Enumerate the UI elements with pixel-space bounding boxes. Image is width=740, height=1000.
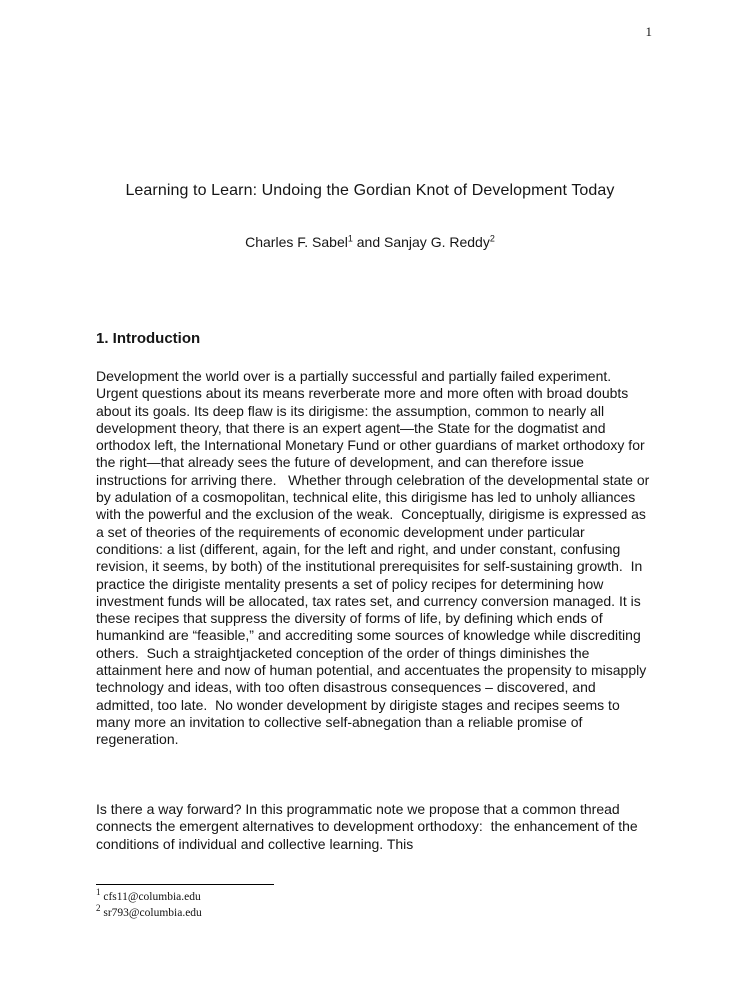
footnote-1-text: cfs11@columbia.edu [100, 891, 201, 903]
paper-title: Learning to Learn: Undoing the Gordian Knot of Development Today [125, 182, 615, 199]
intro-paragraph-2: Is there a way forward? In this programmatic note we propose that a common thread connects the emergent alternatives to development orthodoxy: the enhancement of the conditions of individual and collective learning. This [96, 801, 642, 852]
footnotes [96, 889, 202, 921]
authors-line [0, 234, 740, 250]
footnote-2 [96, 905, 202, 921]
footnote-2-marker: 2 [96, 903, 101, 914]
authors-separator: and [352, 234, 384, 250]
author-2-footnote-marker: 2 [489, 233, 495, 244]
section-heading-introduction: 1. Introduction [96, 330, 201, 347]
author-1-name: Charles F. Sabel [245, 234, 348, 250]
intro-paragraph-1: Development the world over is a partially successful and partially failed experiment. Urgent questions about its means reverberate more and more often with broad doubts about its goals. Its deep flaw is its dirigisme: the assumption, common to nearly all development theory, that there is an expert agent—the State for the dogmatist and orthodox left, the International Monetary Fund or other guardians of market orthodoxy for the right—that already sees the future of development, and can therefore issue instructions for arriving there. Whether through celebration of the developmental state or by adulation of a cosmopolitan, technical elite, this dirigisme has led to unholy alliances with the powerful and the exclusion of the weak. Conceptually, dirigisme is expressed as a set of theories of the requirements of economic development under particular conditions: a list (different, again, for the left and right, and under constant, confusing revision, it seems, by both) of the institutional prerequisites for self-sustaining growth. In practice the dirigiste mentality presents a set of policy recipes for determining how investment funds will be allocated, tax rates set, and currency conversion managed. It is these recipes that suppress the diversity of forms of life, by defining which ends of humankind are “feasible,” and accrediting some sources of knowledge while discrediting others. Such a straightjacketed conception of the order of things diminishes the attainment here and now of human potential, and accentuates the propensity to misapply technology and ideas, with too often disastrous consequences – discovered, and admitted, too late. No wonder development by dirigiste stages and recipes seems to many more an invitation to collective self-abnegation than a reliable promise of regeneration. [96, 368, 654, 748]
footnote-separator-rule [96, 884, 274, 885]
author-1-footnote-marker: 1 [347, 233, 353, 244]
footnote-1 [96, 889, 202, 905]
footnote-1-marker: 1 [96, 887, 101, 898]
footnote-2-text: sr793@columbia.edu [100, 907, 202, 919]
author-2-name: Sanjay G. Reddy [384, 234, 490, 250]
page-number: 1 [645, 24, 652, 39]
